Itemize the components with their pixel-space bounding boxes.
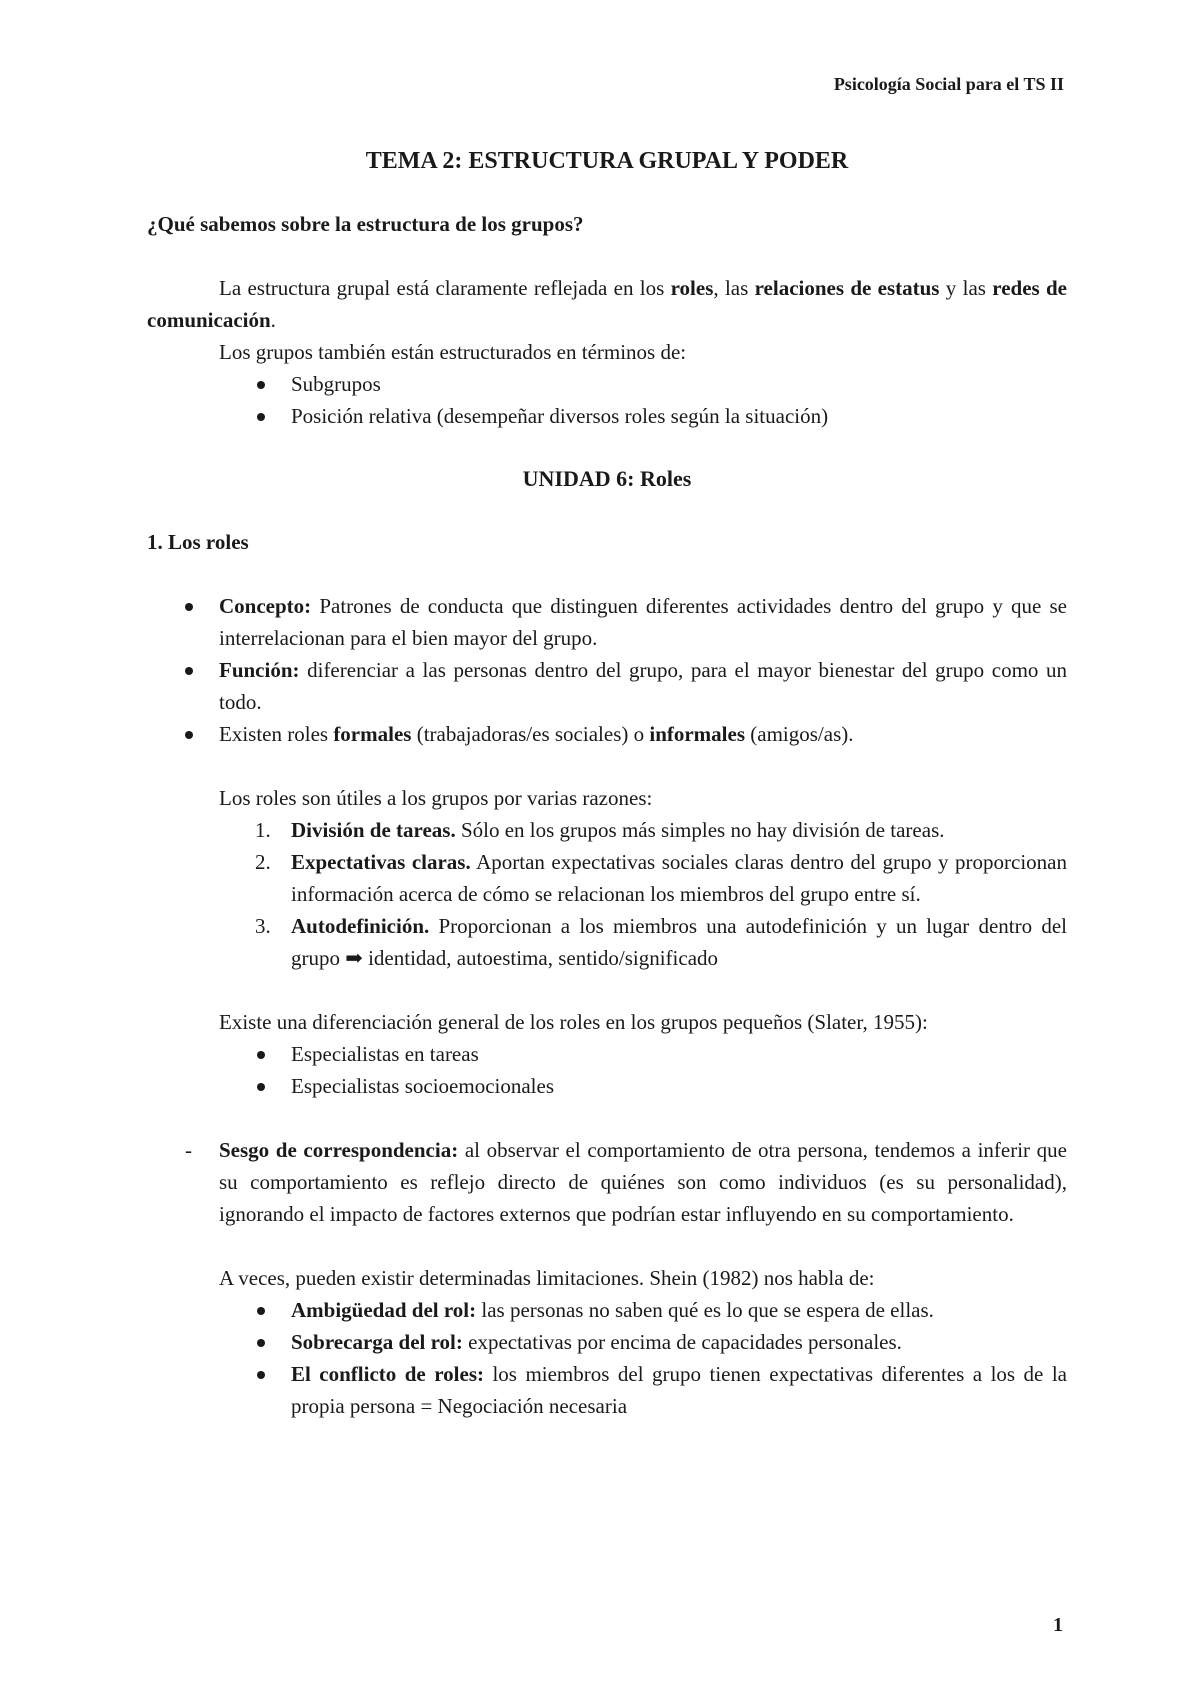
useful-intro: Los roles son útiles a los grupos por varias razones: (219, 786, 653, 810)
list-item: Función: diferenciar a las personas dentro del grupo, para el mayor bienestar del grupo como un todo. (147, 654, 1067, 718)
list-item: Ambigüedad del rol: las personas no saben qué es lo que se espera de ellas. (147, 1294, 1067, 1326)
list-item: El conflicto de roles: los miembros del grupo tienen expectativas diferentes a los de la propia persona = Negociación necesaria (147, 1358, 1067, 1422)
page-number: 1 (1053, 1614, 1063, 1636)
section-heading: 1. Los roles (147, 530, 249, 554)
list-item: Especialistas socioemocionales (147, 1070, 1067, 1102)
list-item: Sobrecarga del rol: expectativas por encima de capacidades personales. (147, 1326, 1067, 1358)
limits-intro: A veces, pueden existir determinadas limitaciones. Shein (1982) nos habla de: (219, 1266, 875, 1290)
page-header: Psicología Social para el TS II (833, 74, 1064, 94)
list-item: Especialistas en tareas (147, 1038, 1067, 1070)
list-item: 1. División de tareas. Sólo en los grupos más simples no hay división de tareas. (255, 818, 945, 842)
document-body (147, 140, 1067, 1422)
roles-bullet-list (147, 590, 1067, 750)
list-item: 2. Expectativas claras. Aportan expectativas sociales claras dentro del grupo y proporcionan información acerca de cómo se relacionan los miembros del grupo entre sí. (255, 850, 1067, 906)
slater-list (147, 1038, 1067, 1102)
document-title: TEMA 2: ESTRUCTURA GRUPAL Y PODER (365, 148, 849, 174)
slater-intro: Existe una diferenciación general de los roles en los grupos pequeños (Slater, 1955): (219, 1010, 928, 1034)
list-item: Subgrupos (147, 368, 1067, 400)
list-item: Concepto: Patrones de conducta que distinguen diferentes actividades dentro del grupo y que se interrelacionan para el bien mayor del grupo. (147, 590, 1067, 654)
list-item: Posición relativa (desempeñar diversos roles según la situación) (147, 400, 1067, 432)
list-item: Existen roles formales (trabajadoras/es sociales) o informales (amigos/as). (147, 718, 1067, 750)
correspondence-bias: - Sesgo de correspondencia: al observar el comportamiento de otra persona, tendemos a inferir que su comportamiento es reflejo directo de quiénes son como individuos (es su personalidad), ignorando el impacto de factores externos que podrían estar influyendo en su comportamiento. (185, 1138, 1068, 1226)
limits-list (147, 1294, 1067, 1422)
question-heading: ¿Qué sabemos sobre la estructura de los grupos? (147, 212, 584, 236)
intro-line-2: Los grupos también están estructurados en términos de: (219, 340, 687, 364)
reasons-list (147, 814, 1067, 974)
unit-title: UNIDAD 6: Roles (522, 466, 692, 491)
intro-paragraph: La estructura grupal está claramente reflejada en los roles, las relaciones de estatus y las redes de comunicación. (147, 276, 1067, 332)
list-item: 3. Autodefinición. Proporcionan a los miembros una autodefinición y un lugar dentro del grupo ➡ identidad, autoestima, sentido/significado (255, 914, 1067, 970)
intro-list (147, 368, 1067, 432)
